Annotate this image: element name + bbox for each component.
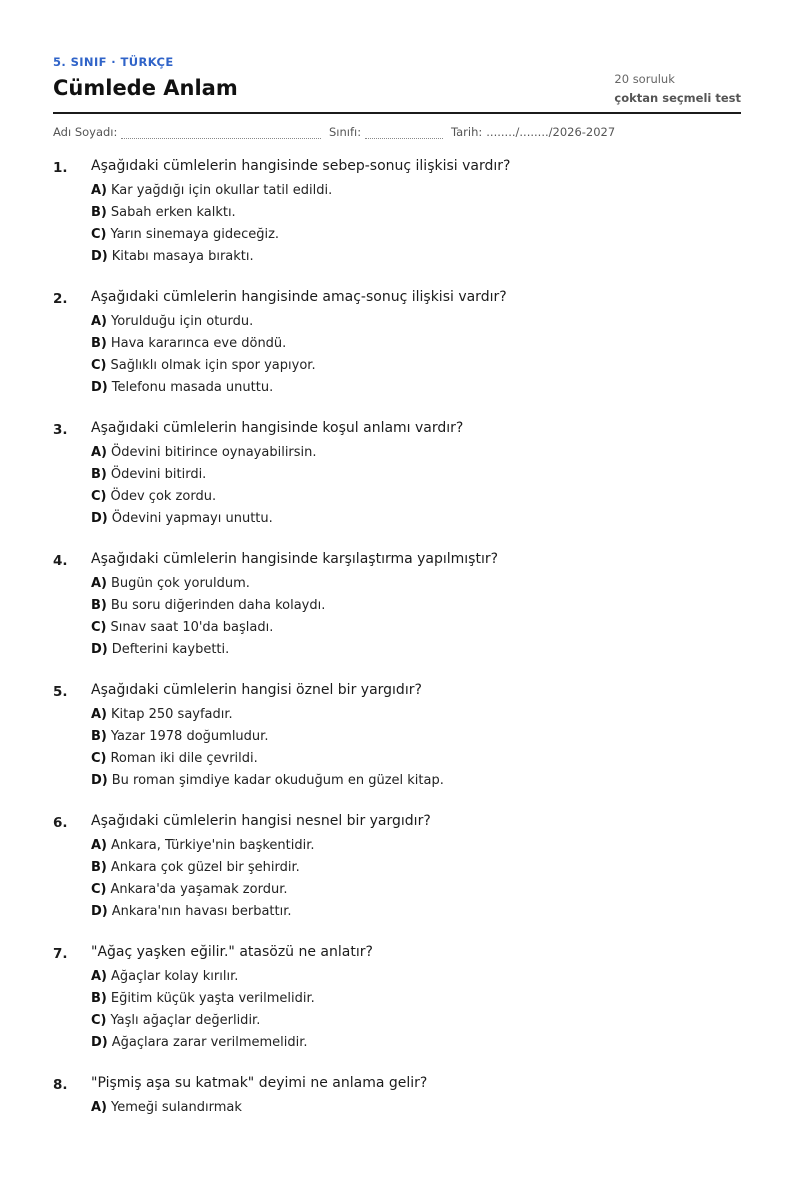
answer-option[interactable]	[91, 380, 316, 402]
answer-option[interactable]	[91, 642, 325, 664]
answer-option[interactable]	[91, 511, 317, 533]
worksheet-header	[53, 0, 741, 114]
option-text: Yarın sinemaya gideceğiz.	[110, 227, 280, 242]
answer-option[interactable]	[91, 882, 315, 904]
option-letter: C)	[91, 620, 107, 635]
answer-option[interactable]	[91, 467, 317, 489]
option-text: Hava kararınca eve döndü.	[110, 336, 287, 351]
option-text: Bugün çok yoruldum.	[111, 576, 250, 591]
answer-option[interactable]	[91, 773, 444, 795]
option-text: Kitap 250 sayfadır.	[111, 707, 233, 722]
question-text: "Pişmiş aşa su katmak" deyimi ne anlama gelir?	[91, 1075, 428, 1091]
option-letter: B)	[91, 860, 107, 875]
answer-option[interactable]	[91, 576, 325, 598]
worksheet-title: Cümlede Anlam	[53, 76, 238, 100]
question-item	[53, 152, 741, 283]
answer-option[interactable]	[91, 1035, 315, 1057]
answer-option[interactable]	[91, 598, 325, 620]
option-letter: D)	[91, 1035, 108, 1050]
date-field	[451, 125, 615, 139]
answer-option[interactable]	[91, 1100, 242, 1122]
option-text: Yemeği sulandırmak	[111, 1100, 242, 1115]
name-field	[53, 125, 321, 139]
answer-option[interactable]	[91, 991, 315, 1013]
option-text: Ödevini bitirdi.	[110, 467, 207, 482]
option-letter: A)	[91, 1100, 108, 1115]
answer-option[interactable]	[91, 249, 332, 271]
question-number: 2.	[53, 291, 68, 307]
option-letter: A)	[91, 183, 108, 198]
option-letter: B)	[91, 598, 107, 613]
test-meta	[614, 70, 741, 108]
name-label: Adı Soyadı:	[53, 125, 118, 139]
option-letter: B)	[91, 205, 107, 220]
question-item	[53, 676, 741, 807]
answer-options	[91, 838, 315, 926]
option-letter: A)	[91, 838, 108, 853]
answer-option[interactable]	[91, 314, 316, 336]
option-letter: C)	[91, 358, 107, 373]
question-number: 6.	[53, 815, 68, 831]
option-text: Ağaçlara zarar verilmemelidir.	[111, 1035, 308, 1050]
date-label: Tarih:	[451, 125, 483, 139]
option-letter: B)	[91, 467, 107, 482]
question-number: 3.	[53, 422, 68, 438]
answer-option[interactable]	[91, 183, 332, 205]
question-item	[53, 414, 741, 545]
answer-option[interactable]	[91, 205, 332, 227]
option-text: Yaşlı ağaçlar değerlidir.	[110, 1013, 261, 1028]
option-text: Kar yağdığı için okullar tatil edildi.	[111, 183, 333, 198]
answer-options	[91, 445, 317, 533]
question-number: 8.	[53, 1077, 68, 1093]
class-blank	[365, 127, 443, 139]
option-letter: A)	[91, 576, 108, 591]
answer-option[interactable]	[91, 1013, 315, 1035]
question-number: 4.	[53, 553, 68, 569]
question-item	[53, 807, 741, 938]
question-item	[53, 1069, 741, 1200]
worksheet-page	[53, 0, 741, 1200]
option-letter: C)	[91, 751, 107, 766]
question-text: "Ağaç yaşken eğilir." atasözü ne anlatır?	[91, 944, 373, 960]
question-number: 5.	[53, 684, 68, 700]
option-text: Yorulduğu için oturdu.	[111, 314, 254, 329]
option-letter: B)	[91, 729, 107, 744]
option-text: Bu soru diğerinden daha kolaydı.	[110, 598, 326, 613]
option-letter: D)	[91, 249, 108, 264]
option-text: Ödevini bitirince oynayabilirsin.	[111, 445, 317, 460]
option-text: Sabah erken kalktı.	[110, 205, 236, 220]
question-text: Aşağıdaki cümlelerin hangisinde sebep-sonuç ilişkisi vardır?	[91, 158, 511, 174]
answer-options	[91, 707, 444, 795]
option-text: Sınav saat 10'da başladı.	[110, 620, 274, 635]
option-letter: C)	[91, 882, 107, 897]
option-text: Defterini kaybetti.	[111, 642, 230, 657]
name-blank	[121, 127, 321, 139]
answer-option[interactable]	[91, 358, 316, 380]
student-info-row	[53, 114, 741, 152]
answer-options	[91, 1100, 242, 1122]
answer-options	[91, 314, 316, 402]
option-text: Ödev çok zordu.	[110, 489, 217, 504]
question-item	[53, 938, 741, 1069]
option-text: Ankara'da yaşamak zordur.	[110, 882, 288, 897]
test-type: çoktan seçmeli test	[614, 91, 741, 105]
question-text: Aşağıdaki cümlelerin hangisinde karşılaştırma yapılmıştır?	[91, 551, 499, 567]
question-item	[53, 545, 741, 676]
option-letter: D)	[91, 904, 108, 919]
option-text: Sağlıklı olmak için spor yapıyor.	[110, 358, 316, 373]
question-text: Aşağıdaki cümlelerin hangisinde koşul anlamı vardır?	[91, 420, 464, 436]
option-text: Bu roman şimdiye kadar okuduğum en güzel kitap.	[111, 773, 444, 788]
option-text: Eğitim küçük yaşta verilmelidir.	[110, 991, 315, 1006]
class-label: Sınıfı:	[329, 125, 362, 139]
answer-option[interactable]	[91, 860, 315, 882]
option-text: Kitabı masaya bıraktı.	[111, 249, 254, 264]
answer-option[interactable]	[91, 838, 315, 860]
question-text: Aşağıdaki cümlelerin hangisi nesnel bir yargıdır?	[91, 813, 431, 829]
option-letter: A)	[91, 969, 108, 984]
option-letter: A)	[91, 707, 108, 722]
answer-option[interactable]	[91, 969, 315, 991]
class-field	[329, 125, 443, 139]
option-text: Yazar 1978 doğumludur.	[110, 729, 269, 744]
option-letter: C)	[91, 227, 107, 242]
option-letter: A)	[91, 445, 108, 460]
option-letter: D)	[91, 642, 108, 657]
option-text: Ankara'nın havası berbattır.	[111, 904, 292, 919]
question-text: Aşağıdaki cümlelerin hangisinde amaç-sonuç ilişkisi vardır?	[91, 289, 507, 305]
date-value: ......../......../2026-2027	[486, 125, 616, 139]
option-text: Ağaçlar kolay kırılır.	[111, 969, 239, 984]
option-letter: D)	[91, 511, 108, 526]
answer-option[interactable]	[91, 620, 325, 642]
option-letter: C)	[91, 489, 107, 504]
answer-options	[91, 576, 325, 664]
question-number: 1.	[53, 160, 68, 176]
answer-option[interactable]	[91, 729, 444, 751]
option-text: Ödevini yapmayı unuttu.	[111, 511, 273, 526]
answer-option[interactable]	[91, 707, 444, 729]
question-item	[53, 283, 741, 414]
option-letter: D)	[91, 773, 108, 788]
answer-option[interactable]	[91, 904, 315, 926]
option-text: Roman iki dile çevrildi.	[110, 751, 258, 766]
question-list	[53, 152, 741, 1200]
option-text: Telefonu masada unuttu.	[111, 380, 274, 395]
answer-options	[91, 183, 332, 271]
option-letter: A)	[91, 314, 108, 329]
question-text: Aşağıdaki cümlelerin hangisi öznel bir yargıdır?	[91, 682, 422, 698]
question-number: 7.	[53, 946, 68, 962]
option-letter: D)	[91, 380, 108, 395]
question-count: 20 soruluk	[614, 72, 675, 86]
answer-option[interactable]	[91, 445, 317, 467]
answer-option[interactable]	[91, 489, 317, 511]
answer-options	[91, 969, 315, 1057]
grade-subject-label: 5. SINIF · TÜRKÇE	[53, 55, 174, 69]
option-letter: C)	[91, 1013, 107, 1028]
answer-option[interactable]	[91, 336, 316, 358]
option-letter: B)	[91, 991, 107, 1006]
answer-option[interactable]	[91, 751, 444, 773]
answer-option[interactable]	[91, 227, 332, 249]
option-text: Ankara çok güzel bir şehirdir.	[110, 860, 300, 875]
option-letter: B)	[91, 336, 107, 351]
option-text: Ankara, Türkiye'nin başkentidir.	[111, 838, 315, 853]
